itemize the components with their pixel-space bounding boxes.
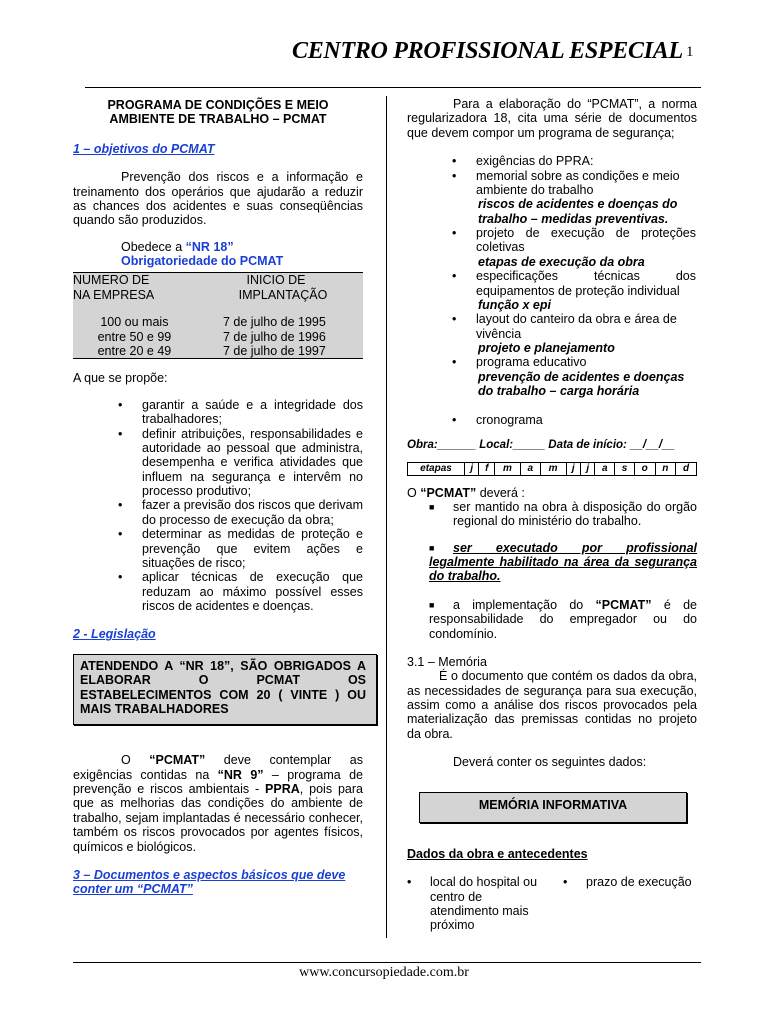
list-item-sub: função x epi [478,297,551,312]
right-intro: Para a elaboração do “PCMAT”, a norma regularizadora 18, cita uma série de documentos que devem compor um programa de segurança; [407,97,697,140]
month-cell: n [655,463,676,476]
devera-list-2 [407,541,697,584]
column-divider [386,96,387,938]
month-cell: j [465,463,479,476]
list-item: • cronograma [452,412,543,427]
section2-heading[interactable]: 2 - Legislação [73,627,156,642]
devera-list [407,500,697,529]
obedece-line: Obedece a “NR 18” [121,239,234,254]
list-item-sub: riscos de acidentes e doenças do trabalho – medidas preventivas. [478,197,678,226]
list-item: • determinar as medidas de proteção e prevenção que evitem ações e situações de risco; [118,527,363,570]
list-item: • layout do canteiro da obra e área de vivência projeto e planejamento [476,312,696,355]
etapas-label: etapas [408,463,465,476]
propoe-label: A que se propõe: [73,371,168,386]
list-item: • programa educativo prevenção de acidentes e doenças do trabalho – carga horária [476,355,696,398]
footer-rule [73,962,701,963]
list-item-sub: projeto e planejamento [478,341,615,355]
table-row: entre 50 e 99 7 de julho de 1996 [97,329,326,344]
obrigatoriedade-line: Obrigatoriedade do PCMAT [121,254,284,268]
month-cell: a [595,463,615,476]
list-item: ■ a implementação do “PCMAT” é de responsabilidade do empregador ou do condomínio. [429,597,697,641]
list-item-sub: prevenção de acidentes e doenças do trabalho – carga horária [478,369,685,399]
list-item: • fazer a previsão dos riscos que derivam do processo de execução da obra; [118,498,363,527]
month-cell: d [676,463,697,476]
list-item: • especificações técnicas dos equipamentos de proteção individual função x epi [452,269,696,312]
list-item-sub: etapas de execução da obra [478,254,645,269]
etapas-table [407,462,697,476]
section3-heading[interactable]: 3 – Documentos e aspectos básicos que deve conter um “PCMAT” [73,867,346,897]
month-cell: a [520,463,540,476]
list-item: • memorial sobre as condições e meio ambiente do trabalho riscos de acidentes e doenças do trabalho – medidas preventivas. [476,169,696,227]
document-list [407,154,696,427]
section1-heading[interactable]: 1 – objetivos do PCMAT [73,141,215,156]
devera-list-3 [407,598,697,641]
obrigatoriedade-table [73,272,363,359]
month-cell: j [580,463,594,476]
devera-line: O “PCMAT” deverá : [407,485,525,500]
month-cell: o [634,463,655,476]
page-header-title: CENTRO PROFISSIONAL ESPECIAL [292,38,683,64]
table-header-col2: INICIO DE IMPLANTAÇÃO [238,273,328,302]
table-row: entre 20 e 49 7 de julho de 1997 [97,344,326,359]
memoria-heading: 3.1 – Memória [407,654,487,669]
legislacao-box: ATENDENDO A “NR 18”, SÃO OBRIGADOS A ELABORAR O PCMAT OS ESTABELECIMENTOS COM 20 ( VINTE ) OU MAIS TRABALHADORES [73,654,377,726]
doc-title-line2: AMBIENTE DE TRABALHO – PCMAT [109,112,327,127]
table-body [73,315,353,358]
obra-line: Obra:______ Local:_____ Data de início: __/__/__ [407,438,675,451]
memoria-informativa-box: MEMÓRIA INFORMATIVA [419,792,687,823]
month-cell: j [566,463,580,476]
list-item: • definir atribuições, responsabilidades e autoridade ao pessoal que administra, desempenha e verifica atividades que influem na segurança e intervêm no processo produtivo; [118,426,363,498]
list-item: ■ ser executado por profissional legalmente habilitado na área da segurança do trabalho. [429,540,697,584]
list-item: ■ ser mantido na obra à disposição do orgão regional do ministério do trabalho. [429,499,697,529]
dados-heading: Dados da obra e antecedentes [407,846,588,861]
header-rule [85,87,701,88]
list-item: • local do hospital ou centro de atendimento mais próximo [407,875,538,933]
table-header-col1: NUMERO DE NA EMPRESA [73,273,155,302]
left-column [73,98,366,897]
right-column [407,97,697,935]
month-cell: s [615,463,635,476]
list-item: • garantir a saúde e a integridade dos trabalhadores; [118,397,363,427]
propoe-list [73,398,363,614]
section1-paragraph: Prevenção dos riscos e a informação e treinamento dos operários que ajudarão a reduzir as chances dos acidentes e suas conseqüências quando são produzidos. [73,170,363,228]
doc-title-line1: PROGRAMA DE CONDIÇÕES E MEIO [107,98,329,112]
page-number: 1 [686,44,694,60]
footer-site: www.concursopiedade.com.br [299,965,469,980]
memoria-paragraph: É o documento que contém os dados da obra, as necessidades de segurança para sua execução, assim como a análise dos riscos provocados pela materialização das premissas contidas no projeto da obra. [407,669,697,741]
pcmat-paragraph: O “PCMAT” deve contemplar as exigências contidas na “NR 9” – programa de prevenção e riscos ambientais - PPRA, pois para que as melhorias das condições do ambiente de trabalho, sejam implantadas é necessário conhecer, também os riscos provocados por agentes físicos, químicos e biológicos. [73,753,364,854]
devera-conter: Deverá conter os seguintes dados: [453,755,647,770]
list-item: • prazo de execução [563,875,692,890]
dados-list [407,875,697,935]
month-cell: m [540,463,566,476]
month-cell: f [479,463,495,476]
list-item: • aplicar técnicas de execução que reduzam ao máximo possível esses riscos de acidentes e doenças. [118,570,363,613]
month-cell: m [495,463,521,476]
table-row: 100 ou mais 7 de julho de 1995 [100,315,326,330]
list-item: • exigências do PPRA: [452,154,594,169]
list-item: • projeto de execução de proteções coletivas etapas de execução da obra [452,226,696,269]
